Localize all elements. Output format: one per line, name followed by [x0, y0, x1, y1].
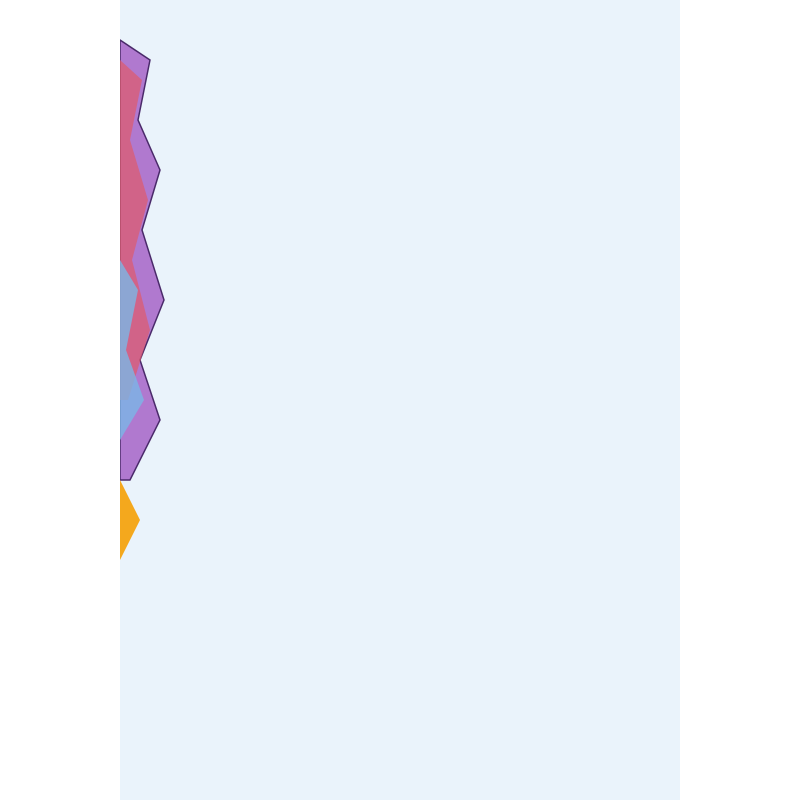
- left-flower-border: [120, 480, 170, 740]
- book-page: [120, 0, 680, 800]
- story-body: [200, 212, 610, 219]
- bottom-grass-border: [120, 740, 680, 800]
- top-flower-border: [120, 0, 680, 60]
